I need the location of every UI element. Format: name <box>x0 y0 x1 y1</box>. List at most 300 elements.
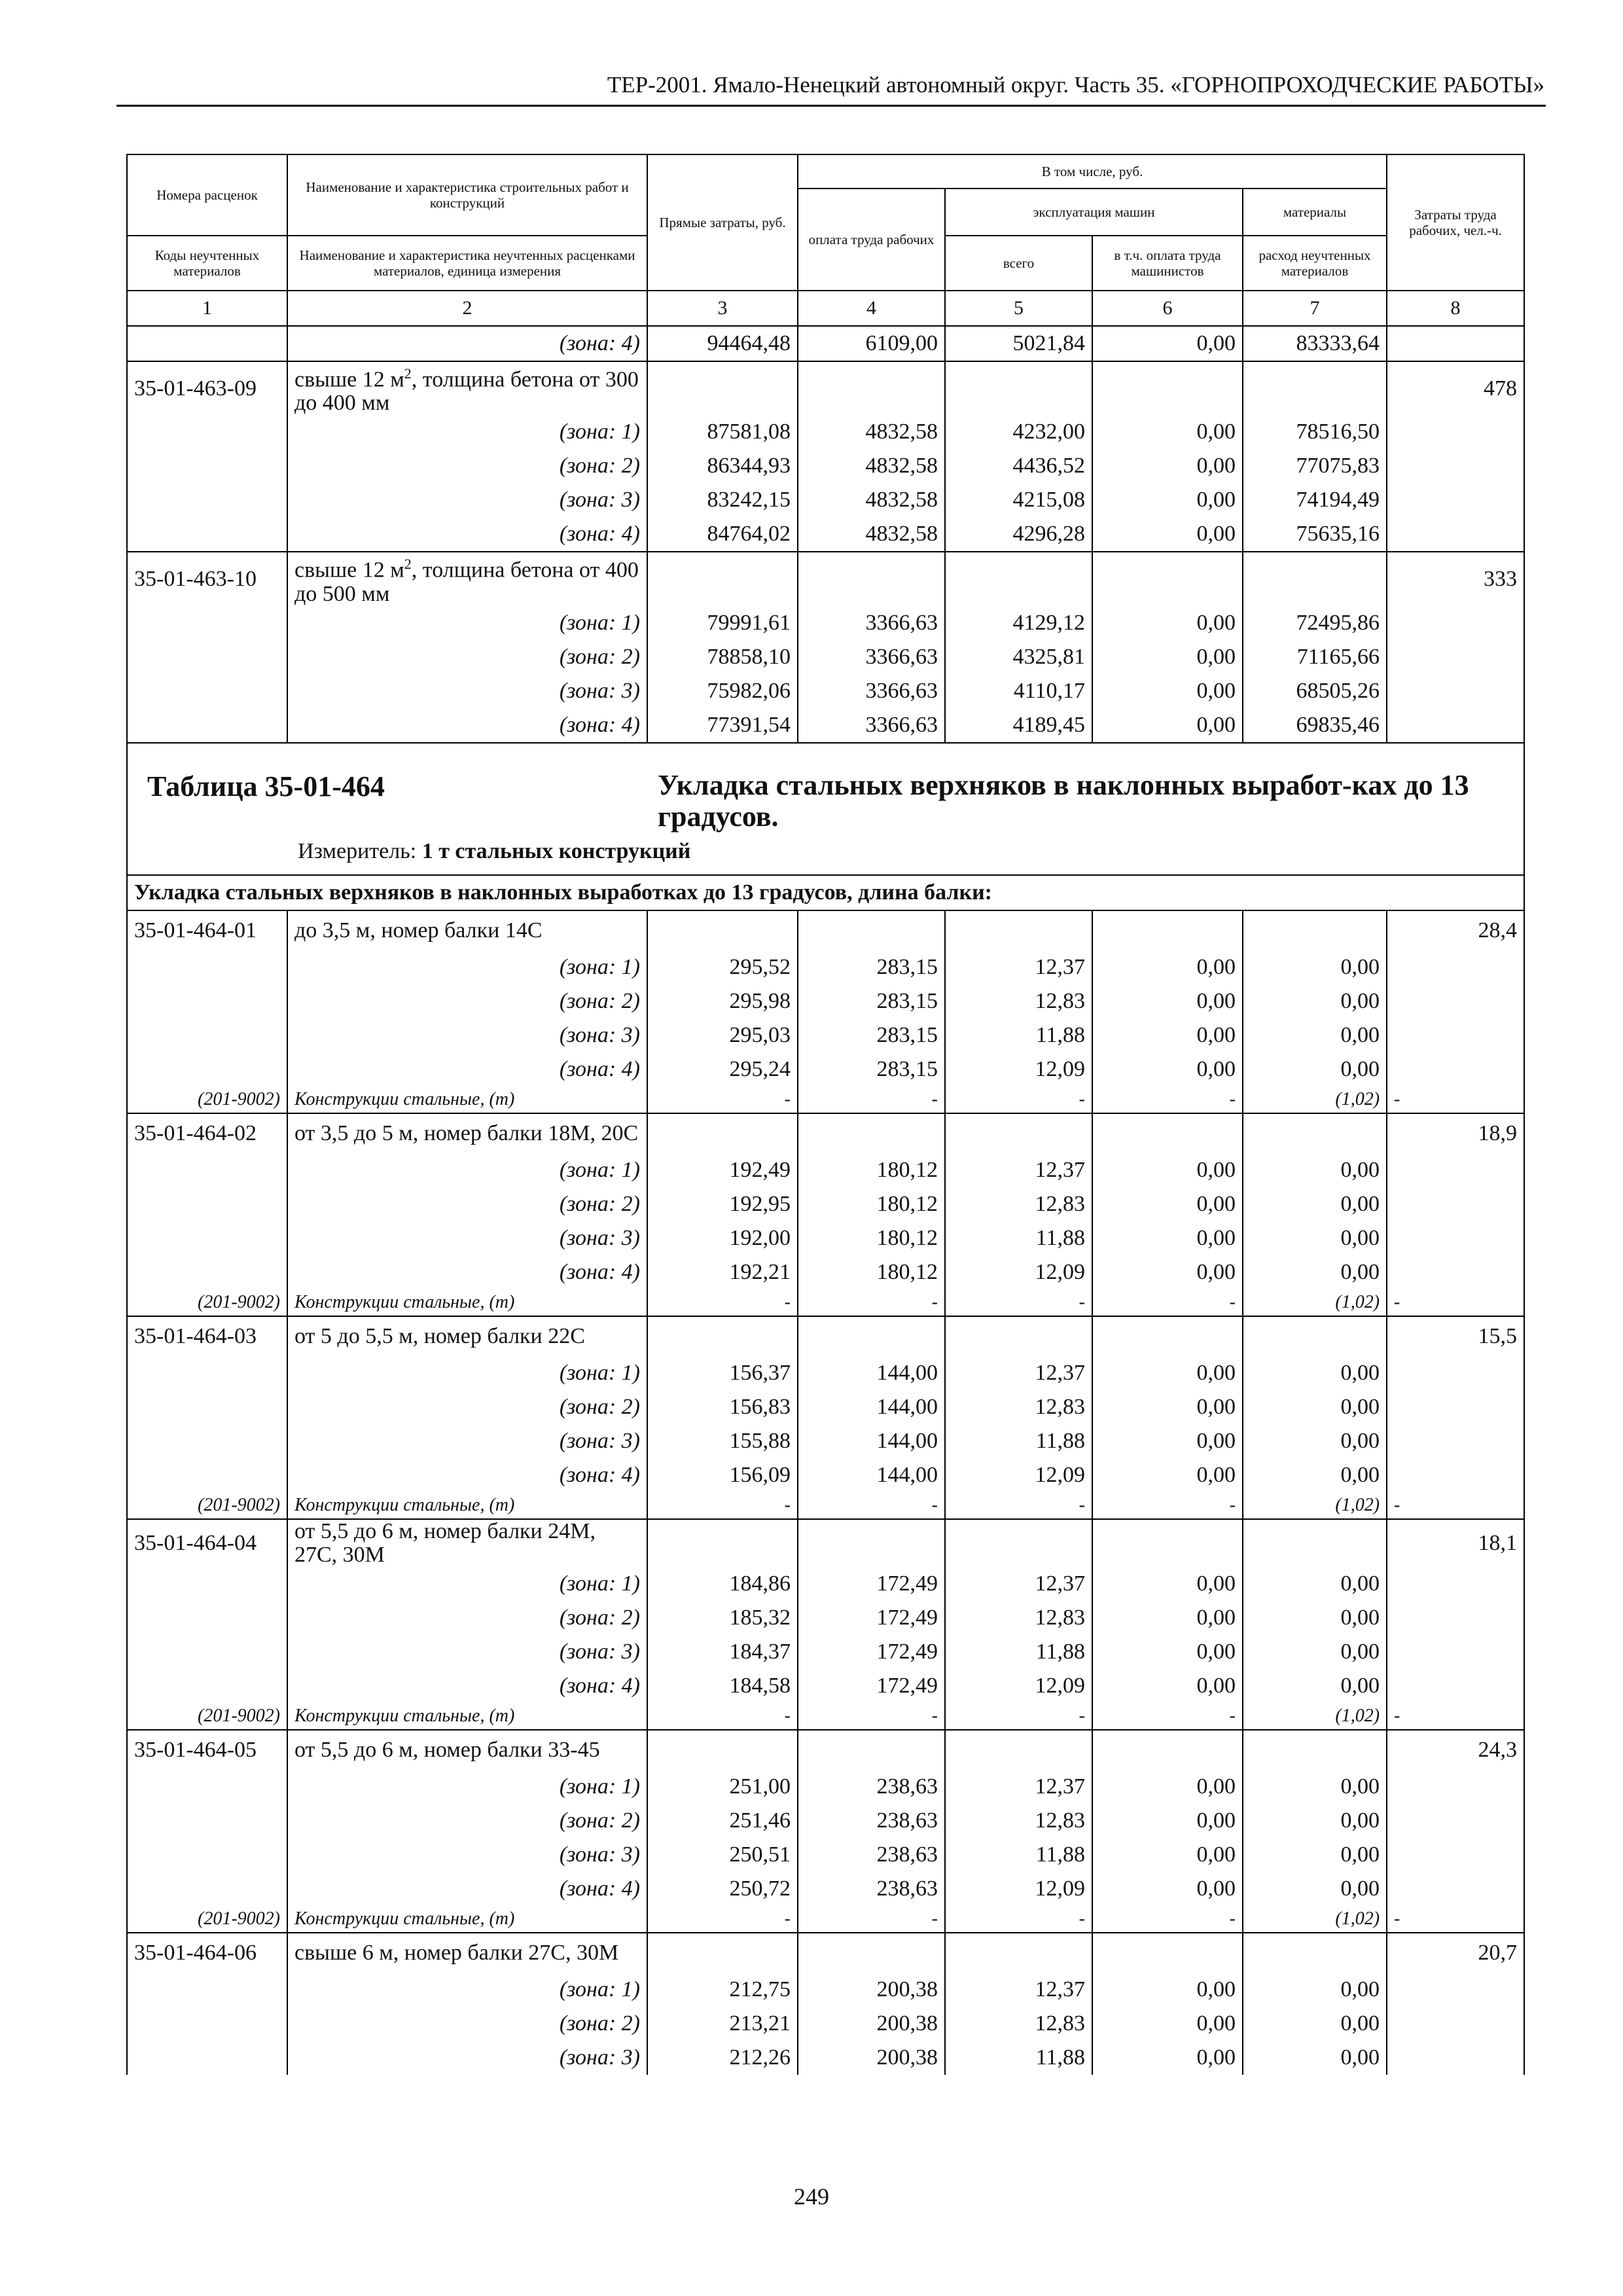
empty-cell <box>798 552 945 605</box>
value-cell: 11,88 <box>945 1424 1092 1458</box>
page-number: 249 <box>794 2183 829 2210</box>
value-cell: 4129,12 <box>945 606 1092 640</box>
empty-cell <box>1092 1316 1243 1356</box>
value-cell: 212,75 <box>647 1973 798 2007</box>
zone-row <box>127 1052 1524 1086</box>
zone-label: (зона: 1) <box>287 1770 647 1804</box>
empty-cell <box>647 1316 798 1356</box>
value-cell: 0,00 <box>1092 1255 1243 1289</box>
value-cell: 251,46 <box>647 1804 798 1838</box>
material-code: (201-9002) <box>127 1492 287 1519</box>
value-cell: 4832,58 <box>798 517 945 552</box>
zone-row <box>127 1838 1524 1872</box>
empty-cell <box>1092 1730 1243 1770</box>
empty-cell <box>945 361 1092 415</box>
material-row <box>127 1492 1524 1519</box>
rate-description: до 3,5 м, номер балки 14С <box>287 910 647 950</box>
value-cell: 0,00 <box>1243 1838 1387 1872</box>
empty-cell <box>945 1316 1092 1356</box>
zone-label: (зона: 1) <box>287 606 647 640</box>
labor-value: 24,3 <box>1387 1730 1524 1770</box>
value-cell: 0,00 <box>1092 1770 1243 1804</box>
labor-value: 20,7 <box>1387 1933 1524 1973</box>
dash-cell: - <box>798 1492 945 1519</box>
header-machinist-pay: в т.ч. оплата труда машинистов <box>1092 236 1243 291</box>
empty-cell <box>127 984 287 1018</box>
empty-cell <box>1243 1933 1387 1973</box>
empty-cell <box>1387 1635 1524 1669</box>
empty-cell <box>1387 1669 1524 1703</box>
value-cell: 12,83 <box>945 1804 1092 1838</box>
value-cell: 0,00 <box>1243 1458 1387 1492</box>
dash-cell: - <box>945 1492 1092 1519</box>
value-cell: 172,49 <box>798 1635 945 1669</box>
material-row <box>127 1703 1524 1730</box>
material-code: (201-9002) <box>127 1289 287 1316</box>
column-number: 3 <box>647 291 798 326</box>
table-description: Укладка стальных верхняков в наклонных выработ-ках до 13 градусов. <box>658 768 1469 833</box>
column-numbers-row <box>127 291 1524 326</box>
empty-cell <box>798 910 945 950</box>
rate-title-row <box>127 1113 1524 1153</box>
value-cell: 3366,63 <box>798 640 945 674</box>
empty-cell <box>127 1601 287 1635</box>
zone-label: (зона: 3) <box>287 1838 647 1872</box>
value-cell: 0,00 <box>1243 1601 1387 1635</box>
empty-cell <box>127 2007 287 2041</box>
dash-cell: - <box>1092 1289 1243 1316</box>
value-cell: 78516,50 <box>1243 415 1387 449</box>
value-cell: 295,98 <box>647 984 798 1018</box>
zone-row <box>127 984 1524 1018</box>
empty-cell <box>1387 1153 1524 1187</box>
value-cell: 3366,63 <box>798 674 945 708</box>
value-cell: 12,37 <box>945 1567 1092 1601</box>
value-cell: 180,12 <box>798 1153 945 1187</box>
empty-cell <box>647 1113 798 1153</box>
empty-cell <box>127 1153 287 1187</box>
material-amount: (1,02) <box>1243 1289 1387 1316</box>
value-cell: 212,26 <box>647 2041 798 2075</box>
zone-row <box>127 1153 1524 1187</box>
zone-label: (зона: 2) <box>287 449 647 483</box>
header-rate-number: Номера расценок <box>127 154 287 236</box>
empty-cell <box>1387 984 1524 1018</box>
column-number: 1 <box>127 291 287 326</box>
dash-cell: - <box>647 1492 798 1519</box>
value-cell: 12,09 <box>945 1052 1092 1086</box>
zone-row <box>127 1458 1524 1492</box>
empty-cell <box>127 1052 287 1086</box>
table-name: Таблица 35-01-464 <box>147 770 385 802</box>
dash-cell: - <box>945 1703 1092 1730</box>
material-name: Конструкции стальные, (т) <box>287 1492 647 1519</box>
material-row <box>127 1086 1524 1113</box>
value-cell: 12,09 <box>945 1458 1092 1492</box>
empty-cell <box>1092 1519 1243 1567</box>
value-cell: 180,12 <box>798 1255 945 1289</box>
rate-code: 35-01-464-03 <box>127 1316 287 1356</box>
value-cell: 0,00 <box>1092 1153 1243 1187</box>
table-subheading: Укладка стальных верхняков в наклонных выработках до 13 градусов, длина балки: <box>127 875 1524 910</box>
zone-label: (зона: 3) <box>287 2041 647 2075</box>
value-cell: 79991,61 <box>647 606 798 640</box>
value-cell: 0,00 <box>1243 1635 1387 1669</box>
value-cell: 12,37 <box>945 950 1092 984</box>
zone-row <box>127 1390 1524 1424</box>
empty-cell <box>1092 1113 1243 1153</box>
rate-title-row <box>127 1316 1524 1356</box>
value-cell: 11,88 <box>945 1018 1092 1052</box>
rows-bottom <box>127 910 1524 2075</box>
value-cell: 0,00 <box>1092 1567 1243 1601</box>
value-cell: 192,95 <box>647 1187 798 1221</box>
desc-text: свыше 12 м <box>294 367 404 392</box>
zone-label: (зона: 1) <box>287 1567 647 1601</box>
rows-top <box>127 326 1524 743</box>
zone-row <box>127 1770 1524 1804</box>
empty-cell <box>1092 552 1243 605</box>
empty-cell <box>127 1356 287 1390</box>
zone-label: (зона: 4) <box>287 326 647 361</box>
empty-cell <box>127 1187 287 1221</box>
zone-row <box>127 1356 1524 1390</box>
empty-cell <box>1243 1519 1387 1567</box>
zone-row <box>127 1567 1524 1601</box>
zone-row <box>127 1601 1524 1635</box>
value-cell: 144,00 <box>798 1458 945 1492</box>
value-cell: 84764,02 <box>647 517 798 552</box>
dash-cell: - <box>1387 1086 1524 1113</box>
value-cell: 213,21 <box>647 2007 798 2041</box>
dash-cell: - <box>1092 1906 1243 1933</box>
value-cell: 295,52 <box>647 950 798 984</box>
zone-row <box>127 1221 1524 1255</box>
value-cell: 6109,00 <box>798 326 945 361</box>
empty-cell <box>1243 1730 1387 1770</box>
value-cell: 0,00 <box>1092 1187 1243 1221</box>
empty-cell <box>1387 517 1524 552</box>
zone-label: (зона: 2) <box>287 984 647 1018</box>
zone-row <box>127 708 1524 743</box>
rate-code: 35-01-464-05 <box>127 1730 287 1770</box>
zone-row <box>127 449 1524 483</box>
labor-value: 15,5 <box>1387 1316 1524 1356</box>
value-cell: 238,63 <box>798 1770 945 1804</box>
empty-cell <box>127 483 287 517</box>
empty-cell <box>1387 1390 1524 1424</box>
value-cell: 0,00 <box>1092 1601 1243 1635</box>
header-materials: материалы <box>1243 188 1387 236</box>
dash-cell: - <box>798 1906 945 1933</box>
labor-value: 333 <box>1387 552 1524 605</box>
zone-row <box>127 2007 1524 2041</box>
zone-label: (зона: 3) <box>287 1635 647 1669</box>
material-amount: (1,02) <box>1243 1703 1387 1730</box>
column-number: 4 <box>798 291 945 326</box>
empty-cell <box>945 1933 1092 1973</box>
value-cell: 0,00 <box>1243 2007 1387 2041</box>
value-cell: 0,00 <box>1092 984 1243 1018</box>
empty-cell <box>1243 1113 1387 1153</box>
value-cell: 144,00 <box>798 1424 945 1458</box>
rate-description: свыше 6 м, номер балки 27С, 30М <box>287 1933 647 1973</box>
value-cell: 0,00 <box>1092 606 1243 640</box>
empty-cell <box>798 1933 945 1973</box>
value-cell: 12,37 <box>945 1356 1092 1390</box>
table-title-block <box>127 743 1524 910</box>
desc-superscript: 2 <box>404 556 412 573</box>
value-cell: 0,00 <box>1243 1872 1387 1906</box>
value-cell: 0,00 <box>1092 1872 1243 1906</box>
zone-label: (зона: 2) <box>287 640 647 674</box>
meter-label: Измеритель: <box>298 838 417 863</box>
value-cell: 144,00 <box>798 1356 945 1390</box>
table-measure <box>298 839 690 864</box>
value-cell: 0,00 <box>1092 1390 1243 1424</box>
empty-cell <box>1387 1973 1524 2007</box>
zone-row <box>127 1804 1524 1838</box>
value-cell: 184,58 <box>647 1669 798 1703</box>
value-cell: 12,83 <box>945 1187 1092 1221</box>
dash-cell: - <box>647 1703 798 1730</box>
material-code: (201-9002) <box>127 1703 287 1730</box>
zone-label: (зона: 2) <box>287 1390 647 1424</box>
dash-cell: - <box>1387 1289 1524 1316</box>
value-cell: 86344,93 <box>647 449 798 483</box>
desc-text: , толщина бетона от 300 до 400 мм <box>294 367 639 416</box>
empty-cell <box>127 1804 287 1838</box>
empty-cell <box>1387 1255 1524 1289</box>
value-cell: 94464,48 <box>647 326 798 361</box>
empty-cell <box>1387 674 1524 708</box>
value-cell: 0,00 <box>1243 1221 1387 1255</box>
value-cell: 0,00 <box>1092 415 1243 449</box>
value-cell: 4832,58 <box>798 415 945 449</box>
empty-cell <box>127 1458 287 1492</box>
value-cell: 3366,63 <box>798 606 945 640</box>
labor-value: 18,9 <box>1387 1113 1524 1153</box>
value-cell: 0,00 <box>1092 2041 1243 2075</box>
zone-row <box>127 1424 1524 1458</box>
header-direct-costs: Прямые затраты, руб. <box>647 154 798 291</box>
value-cell: 200,38 <box>798 2041 945 2075</box>
value-cell: 4296,28 <box>945 517 1092 552</box>
desc-superscript: 2 <box>404 365 412 382</box>
value-cell: 251,00 <box>647 1770 798 1804</box>
value-cell: 0,00 <box>1092 674 1243 708</box>
empty-cell <box>127 708 287 743</box>
labor-value: 18,1 <box>1387 1519 1524 1567</box>
value-cell: 0,00 <box>1092 640 1243 674</box>
value-cell: 5021,84 <box>945 326 1092 361</box>
dash-cell: - <box>1092 1703 1243 1730</box>
value-cell: 283,15 <box>798 984 945 1018</box>
value-cell: 11,88 <box>945 2041 1092 2075</box>
empty-cell <box>647 910 798 950</box>
value-cell: 0,00 <box>1092 449 1243 483</box>
material-code: (201-9002) <box>127 1906 287 1933</box>
zone-row <box>127 1635 1524 1669</box>
empty-cell <box>127 1669 287 1703</box>
empty-cell <box>127 517 287 552</box>
dash-cell: - <box>1092 1086 1243 1113</box>
value-cell: 3366,63 <box>798 708 945 743</box>
value-cell: 172,49 <box>798 1601 945 1635</box>
running-header: ТЕР-2001. Ямало-Ненецкий автономный округ. Часть 35. «ГОРНОПРОХОДЧЕСКИЕ РАБОТЫ» <box>607 72 1544 98</box>
empty-cell <box>798 361 945 415</box>
value-cell: 0,00 <box>1243 1052 1387 1086</box>
empty-cell <box>1092 910 1243 950</box>
zone-label: (зона: 2) <box>287 1187 647 1221</box>
rate-code: 35-01-464-01 <box>127 910 287 950</box>
value-cell: 200,38 <box>798 2007 945 2041</box>
column-number: 8 <box>1387 291 1524 326</box>
value-cell: 83242,15 <box>647 483 798 517</box>
empty-cell <box>127 415 287 449</box>
value-cell: 0,00 <box>1092 1635 1243 1669</box>
value-cell: 0,00 <box>1243 1973 1387 2007</box>
value-cell: 156,37 <box>647 1356 798 1390</box>
rate-code: 35-01-464-02 <box>127 1113 287 1153</box>
zone-row <box>127 483 1524 517</box>
zone-row <box>127 1187 1524 1221</box>
rate-title-row <box>127 361 1524 415</box>
empty-cell <box>127 1635 287 1669</box>
empty-cell <box>1387 1424 1524 1458</box>
value-cell: 295,24 <box>647 1052 798 1086</box>
value-cell: 250,72 <box>647 1872 798 1906</box>
value-cell: 172,49 <box>798 1567 945 1601</box>
value-cell: 12,83 <box>945 984 1092 1018</box>
dash-cell: - <box>1387 1703 1524 1730</box>
empty-cell <box>1387 1770 1524 1804</box>
carry-over-row <box>127 326 1524 361</box>
empty-cell <box>127 1872 287 1906</box>
column-number: 2 <box>287 291 647 326</box>
rate-description <box>287 361 647 415</box>
empty-cell <box>127 326 287 361</box>
empty-cell <box>127 1255 287 1289</box>
value-cell: 12,37 <box>945 1973 1092 2007</box>
value-cell: 68505,26 <box>1243 674 1387 708</box>
value-cell: 11,88 <box>945 1635 1092 1669</box>
value-cell: 144,00 <box>798 1390 945 1424</box>
empty-cell <box>1387 1567 1524 1601</box>
value-cell: 156,83 <box>647 1390 798 1424</box>
zone-label: (зона: 4) <box>287 1458 647 1492</box>
value-cell: 71165,66 <box>1243 640 1387 674</box>
empty-cell <box>1387 1601 1524 1635</box>
material-name: Конструкции стальные, (т) <box>287 1703 647 1730</box>
empty-cell <box>1387 950 1524 984</box>
empty-cell <box>127 1424 287 1458</box>
value-cell: 0,00 <box>1243 1804 1387 1838</box>
dash-cell: - <box>945 1906 1092 1933</box>
zone-label: (зона: 1) <box>287 1973 647 2007</box>
labor-value: 28,4 <box>1387 910 1524 950</box>
empty-cell <box>127 1838 287 1872</box>
zone-label: (зона: 3) <box>287 674 647 708</box>
value-cell: 155,88 <box>647 1424 798 1458</box>
value-cell: 69835,46 <box>1243 708 1387 743</box>
value-cell: 0,00 <box>1092 950 1243 984</box>
material-name: Конструкции стальные, (т) <box>287 1906 647 1933</box>
header-material-codes: Коды неучтенных материалов <box>127 236 287 291</box>
empty-cell <box>1243 552 1387 605</box>
value-cell: 75982,06 <box>647 674 798 708</box>
zone-label: (зона: 3) <box>287 483 647 517</box>
value-cell: 77391,54 <box>647 708 798 743</box>
empty-cell <box>127 950 287 984</box>
desc-text: свыше 12 м <box>294 558 404 583</box>
value-cell: 238,63 <box>798 1872 945 1906</box>
empty-cell <box>1387 415 1524 449</box>
zone-label: (зона: 1) <box>287 1153 647 1187</box>
dash-cell: - <box>798 1703 945 1730</box>
material-name: Конструкции стальные, (т) <box>287 1086 647 1113</box>
value-cell: 12,09 <box>945 1255 1092 1289</box>
value-cell: 172,49 <box>798 1669 945 1703</box>
dash-cell: - <box>647 1289 798 1316</box>
zone-row <box>127 2041 1524 2075</box>
zone-row <box>127 1872 1524 1906</box>
value-cell: 12,37 <box>945 1153 1092 1187</box>
value-cell: 0,00 <box>1092 1424 1243 1458</box>
empty-cell <box>798 1113 945 1153</box>
value-cell: 4325,81 <box>945 640 1092 674</box>
zone-row <box>127 950 1524 984</box>
zone-row <box>127 1018 1524 1052</box>
value-cell: 0,00 <box>1092 517 1243 552</box>
value-cell: 83333,64 <box>1243 326 1387 361</box>
value-cell: 72495,86 <box>1243 606 1387 640</box>
empty-cell <box>1387 1838 1524 1872</box>
empty-cell <box>127 1221 287 1255</box>
rate-description: от 3,5 до 5 м, номер балки 18М, 20С <box>287 1113 647 1153</box>
dash-cell: - <box>798 1289 945 1316</box>
value-cell: 4110,17 <box>945 674 1092 708</box>
dash-cell: - <box>647 1086 798 1113</box>
value-cell: 192,21 <box>647 1255 798 1289</box>
empty-cell <box>1387 1872 1524 1906</box>
value-cell: 12,83 <box>945 1390 1092 1424</box>
empty-cell <box>647 1519 798 1567</box>
empty-cell <box>798 1316 945 1356</box>
empty-cell <box>1387 483 1524 517</box>
empty-cell <box>647 361 798 415</box>
value-cell: 283,15 <box>798 950 945 984</box>
value-cell: 0,00 <box>1092 326 1243 361</box>
empty-cell <box>127 674 287 708</box>
zone-label: (зона: 2) <box>287 1804 647 1838</box>
zone-row <box>127 415 1524 449</box>
rate-title-row <box>127 910 1524 950</box>
empty-cell <box>1387 449 1524 483</box>
value-cell: 192,00 <box>647 1221 798 1255</box>
value-cell: 238,63 <box>798 1804 945 1838</box>
value-cell: 0,00 <box>1092 1221 1243 1255</box>
labor-value: 478 <box>1387 361 1524 415</box>
empty-cell <box>127 1390 287 1424</box>
dash-cell: - <box>647 1906 798 1933</box>
value-cell: 12,83 <box>945 2007 1092 2041</box>
rate-title-row <box>127 552 1524 605</box>
header-machines: эксплуатация машин <box>945 188 1243 236</box>
value-cell: 4215,08 <box>945 483 1092 517</box>
value-cell: 0,00 <box>1243 1018 1387 1052</box>
empty-cell <box>1387 1458 1524 1492</box>
